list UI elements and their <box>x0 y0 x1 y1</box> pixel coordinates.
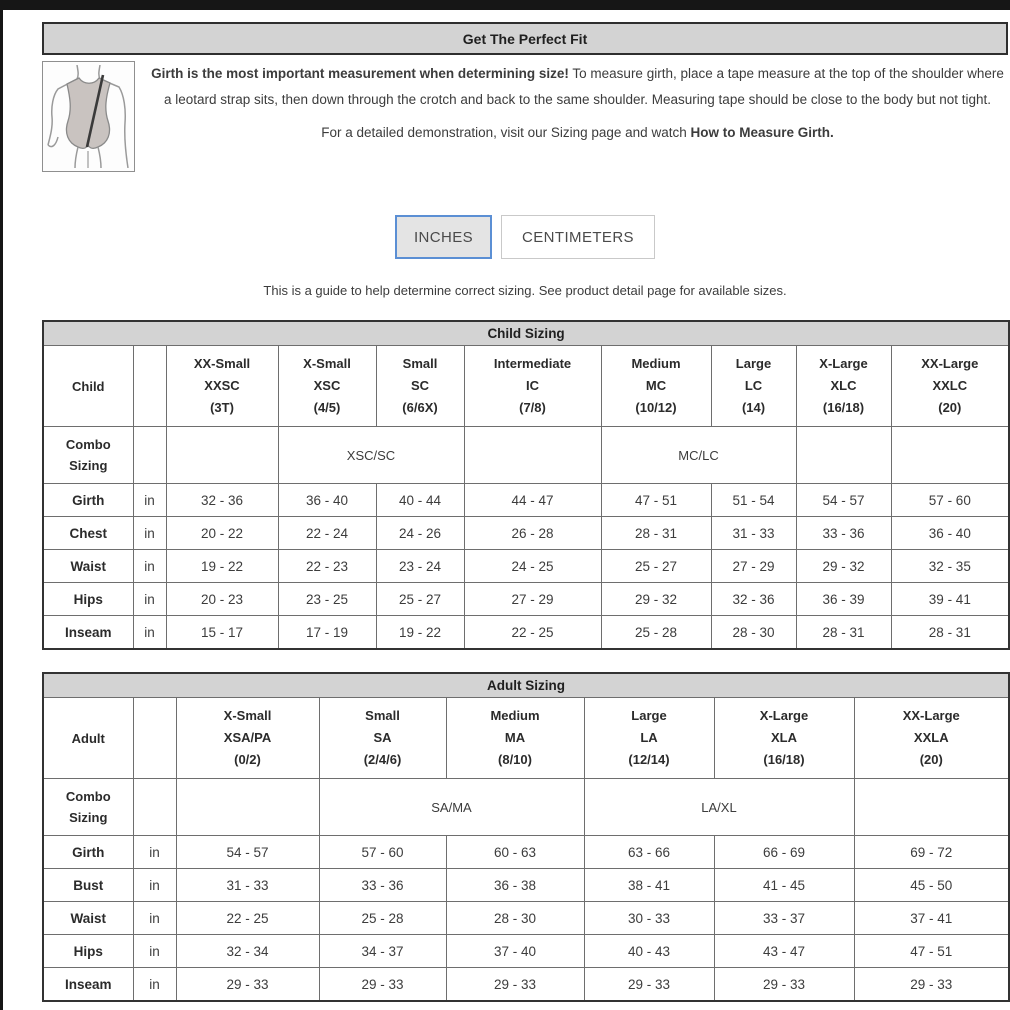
size-header-code: XSC <box>313 378 341 393</box>
measurement-label: Hips <box>43 935 133 968</box>
value-cell: 27 - 29 <box>711 550 796 583</box>
child-sizing-table <box>42 320 1010 650</box>
page-title-text: Get The Perfect Fit <box>462 30 588 47</box>
table-row <box>43 935 1009 968</box>
intro-text-column <box>135 61 1008 175</box>
child-sizing-table-wrap <box>42 320 1008 650</box>
size-header-range: (12/14) <box>628 752 670 767</box>
size-header-name: XX-Large <box>902 708 960 723</box>
value-cell: 40 - 44 <box>376 484 464 517</box>
size-header-range: (8/10) <box>498 752 532 767</box>
value-cell: 33 - 36 <box>796 517 891 550</box>
table-row <box>43 836 1009 869</box>
value-cell: 34 - 37 <box>319 935 446 968</box>
unit-toggle <box>42 215 1008 259</box>
size-header-code: XXLA <box>913 730 949 745</box>
value-cell: 47 - 51 <box>601 484 711 517</box>
size-header-name: XX-Small <box>193 356 251 371</box>
value-cell: 15 - 17 <box>166 616 278 650</box>
size-header-code: XLC <box>830 378 857 393</box>
size-header-range: (6/6X) <box>402 400 438 415</box>
size-header-code: SC <box>410 378 430 393</box>
value-cell: 24 - 26 <box>376 517 464 550</box>
size-header-name: X-Large <box>759 708 809 723</box>
row-group-label: Adult <box>43 698 133 779</box>
table-title: Adult Sizing <box>43 673 1009 698</box>
value-cell: 37 - 41 <box>854 902 1009 935</box>
combo-sizing-label-line: Combo <box>65 789 111 804</box>
unit-cell: in <box>133 836 176 869</box>
combo-unit-cell <box>133 779 176 836</box>
value-cell: 28 - 31 <box>601 517 711 550</box>
size-column-header <box>376 346 464 427</box>
value-cell: 29 - 32 <box>601 583 711 616</box>
unit-cell: in <box>133 583 166 616</box>
size-column-header <box>584 698 714 779</box>
browser-top-strip <box>0 0 1010 10</box>
value-cell: 19 - 22 <box>166 550 278 583</box>
value-cell: 57 - 60 <box>891 484 1009 517</box>
measurement-label: Inseam <box>43 616 133 650</box>
unit-cell: in <box>133 935 176 968</box>
size-header-code: IC <box>526 378 539 393</box>
size-column-header <box>176 698 319 779</box>
size-header-range: (16/18) <box>822 400 865 415</box>
value-cell: 38 - 41 <box>584 869 714 902</box>
size-header-code: MC <box>645 378 667 393</box>
value-cell: 20 - 22 <box>166 517 278 550</box>
value-cell: 60 - 63 <box>446 836 584 869</box>
value-cell: 37 - 40 <box>446 935 584 968</box>
size-column-header <box>714 698 854 779</box>
size-header-code: XSA/PA <box>223 730 272 745</box>
size-column-header <box>796 346 891 427</box>
combo-cell <box>166 427 278 484</box>
leotard-figure-icon <box>46 65 131 168</box>
value-cell: 25 - 27 <box>601 550 711 583</box>
value-cell: 32 - 36 <box>711 583 796 616</box>
size-column-header <box>166 346 278 427</box>
measurement-label: Waist <box>43 550 133 583</box>
size-header-name: Large <box>735 356 772 371</box>
size-column-header <box>464 346 601 427</box>
table-title: Child Sizing <box>43 321 1009 346</box>
size-header-name: Medium <box>490 708 540 723</box>
value-cell: 39 - 41 <box>891 583 1009 616</box>
unit-cell: in <box>133 968 176 1002</box>
unit-cell: in <box>133 869 176 902</box>
value-cell: 54 - 57 <box>176 836 319 869</box>
demo-line-bold: How to Measure Girth. <box>690 125 834 140</box>
value-cell: 22 - 24 <box>278 517 376 550</box>
measurement-label: Inseam <box>43 968 133 1002</box>
measurement-label: Chest <box>43 517 133 550</box>
size-column-header <box>711 346 796 427</box>
size-header-code: SA <box>373 730 392 745</box>
value-cell: 36 - 40 <box>278 484 376 517</box>
combo-cell <box>891 427 1009 484</box>
value-cell: 36 - 40 <box>891 517 1009 550</box>
value-cell: 32 - 34 <box>176 935 319 968</box>
combo-sizing-label-line: Combo <box>65 437 111 452</box>
page-left-edge <box>0 0 3 1010</box>
value-cell: 33 - 37 <box>714 902 854 935</box>
value-cell: 24 - 25 <box>464 550 601 583</box>
value-cell: 54 - 57 <box>796 484 891 517</box>
size-header-range: (10/12) <box>635 400 677 415</box>
size-header-range: (4/5) <box>313 400 341 415</box>
combo-sizing-label-line: Sizing <box>69 458 108 473</box>
inches-button[interactable]: INCHES <box>395 215 492 259</box>
size-column-header <box>854 698 1009 779</box>
size-header-range: (20) <box>919 752 943 767</box>
combo-cell <box>854 779 1009 836</box>
value-cell: 25 - 28 <box>319 902 446 935</box>
value-cell: 63 - 66 <box>584 836 714 869</box>
table-row <box>43 484 1009 517</box>
value-cell: 23 - 24 <box>376 550 464 583</box>
size-header-name: X-Large <box>819 356 868 371</box>
value-cell: 28 - 30 <box>711 616 796 650</box>
value-cell: 40 - 43 <box>584 935 714 968</box>
size-header-code: LC <box>744 378 763 393</box>
value-cell: 17 - 19 <box>278 616 376 650</box>
value-cell: 32 - 35 <box>891 550 1009 583</box>
value-cell: 23 - 25 <box>278 583 376 616</box>
unit-cell: in <box>133 616 166 650</box>
size-header-name: Small <box>402 356 438 371</box>
girth-measurement-illustration <box>42 61 135 172</box>
value-cell: 32 - 36 <box>166 484 278 517</box>
size-header-range: (2/4/6) <box>363 752 402 767</box>
combo-sizing-label <box>43 427 133 484</box>
value-cell: 30 - 33 <box>584 902 714 935</box>
size-header-range: (3T) <box>210 400 234 415</box>
value-cell: 44 - 47 <box>464 484 601 517</box>
unit-cell: in <box>133 484 166 517</box>
combo-cell <box>796 427 891 484</box>
demo-line <box>147 125 1008 140</box>
size-header-range: (0/2) <box>234 752 261 767</box>
size-header-code: LA <box>640 730 658 745</box>
table-row <box>43 550 1009 583</box>
value-cell: 29 - 33 <box>854 968 1009 1002</box>
value-cell: 22 - 25 <box>176 902 319 935</box>
value-cell: 33 - 36 <box>319 869 446 902</box>
value-cell: 22 - 23 <box>278 550 376 583</box>
value-cell: 27 - 29 <box>464 583 601 616</box>
value-cell: 29 - 33 <box>176 968 319 1002</box>
combo-unit-cell <box>133 427 166 484</box>
size-header-name: Medium <box>631 356 681 371</box>
value-cell: 69 - 72 <box>854 836 1009 869</box>
size-header-code: XXLC <box>932 378 968 393</box>
page-title <box>42 22 1008 55</box>
size-column-header <box>446 698 584 779</box>
value-cell: 36 - 38 <box>446 869 584 902</box>
table-row <box>43 616 1009 650</box>
unit-header-cell <box>133 698 176 779</box>
size-column-header <box>319 698 446 779</box>
size-header-code: XXSC <box>204 378 240 393</box>
demo-line-prefix: For a detailed demonstration, visit our Sizing page and watch <box>321 125 691 140</box>
table-row <box>43 902 1009 935</box>
combo-cell: LA/XL <box>584 779 854 836</box>
value-cell: 29 - 33 <box>584 968 714 1002</box>
value-cell: 31 - 33 <box>176 869 319 902</box>
combo-cell: SA/MA <box>319 779 584 836</box>
value-cell: 29 - 33 <box>446 968 584 1002</box>
size-header-name: Intermediate <box>493 356 572 371</box>
size-header-code: XLA <box>771 730 797 745</box>
intro-section <box>42 61 1008 175</box>
size-header-range: (16/18) <box>763 752 805 767</box>
value-cell: 51 - 54 <box>711 484 796 517</box>
value-cell: 45 - 50 <box>854 869 1009 902</box>
measurement-label: Waist <box>43 902 133 935</box>
value-cell: 26 - 28 <box>464 517 601 550</box>
combo-cell: MC/LC <box>601 427 796 484</box>
girth-instructions-rest: To measure girth, place a tape measure at the top of the shoulder where a leotard strap sits, then down through the crotch and back to the same shoulder. Measuring tape should be close to the body but not tight. <box>163 66 1004 107</box>
size-header-name: X-Small <box>303 356 351 371</box>
measurement-label: Bust <box>43 869 133 902</box>
value-cell: 29 - 32 <box>796 550 891 583</box>
value-cell: 25 - 28 <box>601 616 711 650</box>
combo-cell <box>464 427 601 484</box>
size-header-range: (14) <box>741 400 766 415</box>
value-cell: 29 - 33 <box>319 968 446 1002</box>
value-cell: 28 - 31 <box>796 616 891 650</box>
unit-header-cell <box>133 346 166 427</box>
row-group-label: Child <box>43 346 133 427</box>
size-header-code: MA <box>504 730 526 745</box>
combo-sizing-label <box>43 779 133 836</box>
centimeters-button[interactable]: CENTIMETERS <box>501 215 655 259</box>
girth-instructions <box>147 61 1008 113</box>
value-cell: 43 - 47 <box>714 935 854 968</box>
adult-sizing-table-wrap <box>42 672 1008 1002</box>
girth-instructions-lead: Girth is the most important measurement when determining size! <box>151 66 569 81</box>
table-row <box>43 583 1009 616</box>
value-cell: 47 - 51 <box>854 935 1009 968</box>
value-cell: 41 - 45 <box>714 869 854 902</box>
table-row <box>43 517 1009 550</box>
size-column-header <box>278 346 376 427</box>
value-cell: 22 - 25 <box>464 616 601 650</box>
value-cell: 36 - 39 <box>796 583 891 616</box>
value-cell: 28 - 31 <box>891 616 1009 650</box>
value-cell: 31 - 33 <box>711 517 796 550</box>
guide-note: This is a guide to help determine correct sizing. See product detail page for available sizes. <box>263 283 787 298</box>
size-header-name: Small <box>365 708 400 723</box>
value-cell: 28 - 30 <box>446 902 584 935</box>
value-cell: 29 - 33 <box>714 968 854 1002</box>
table-row <box>43 869 1009 902</box>
size-header-name: X-Small <box>223 708 272 723</box>
value-cell: 57 - 60 <box>319 836 446 869</box>
combo-cell: XSC/SC <box>278 427 464 484</box>
combo-cell <box>176 779 319 836</box>
value-cell: 20 - 23 <box>166 583 278 616</box>
size-header-name: Large <box>631 708 667 723</box>
unit-cell: in <box>133 902 176 935</box>
size-header-name: XX-Large <box>921 356 979 371</box>
unit-cell: in <box>133 517 166 550</box>
size-header-range: (7/8) <box>519 400 546 415</box>
size-chart-page <box>42 22 1008 1002</box>
adult-sizing-table <box>42 672 1010 1002</box>
size-header-range: (20) <box>938 400 962 415</box>
value-cell: 66 - 69 <box>714 836 854 869</box>
value-cell: 25 - 27 <box>376 583 464 616</box>
measurement-label: Hips <box>43 583 133 616</box>
table-row <box>43 968 1009 1002</box>
size-column-header <box>601 346 711 427</box>
combo-sizing-label-line: Sizing <box>69 810 108 825</box>
measurement-label: Girth <box>43 836 133 869</box>
measurement-label: Girth <box>43 484 133 517</box>
unit-cell: in <box>133 550 166 583</box>
value-cell: 19 - 22 <box>376 616 464 650</box>
size-column-header <box>891 346 1009 427</box>
